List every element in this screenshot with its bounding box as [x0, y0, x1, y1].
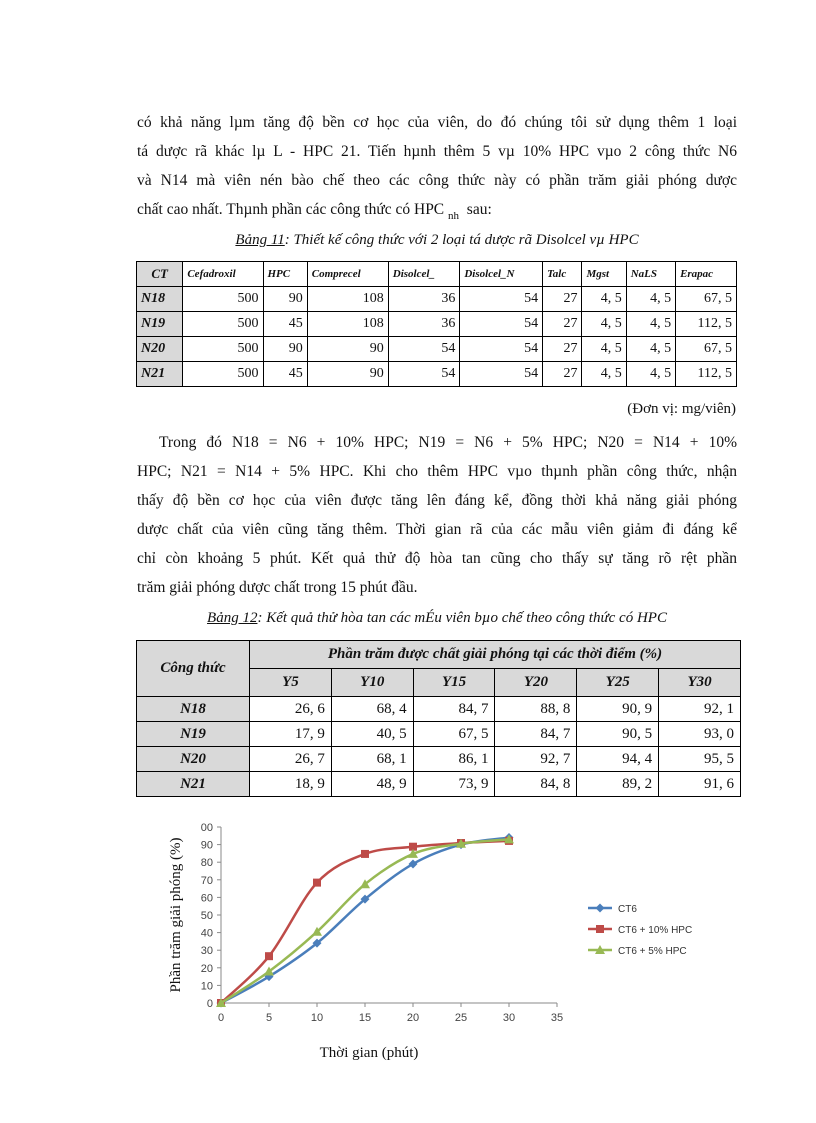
table-row: [137, 722, 741, 747]
table-cell: 90: [263, 287, 307, 312]
row-header: N18: [137, 697, 250, 722]
table11-unit-note: (Đơn vị: mg/viên): [627, 401, 736, 417]
data-point: [265, 952, 273, 960]
paragraph-line: thấy độ bền cơ học của viên được tăng lên đáng kể, đồng thời khả năng giải phóng: [137, 492, 737, 509]
caption-number: Bảng 11: [235, 232, 285, 248]
table-cell: 92, 7: [495, 747, 577, 772]
caption-text: : Kết quả thử hòa tan các mÉu viên bµo chế theo công thức có HPC: [257, 610, 667, 626]
x-tick-label: 0: [217, 1012, 225, 1024]
table-cell: 27: [543, 337, 582, 362]
line-text-end: sau:: [466, 201, 492, 218]
y-tick-label: 50: [200, 910, 213, 922]
paragraph-line: có khả năng lµm tăng độ bền cơ học của viên, do đó chúng tôi sử dụng thêm 1 loại: [137, 114, 737, 131]
column-header: HPC: [263, 262, 307, 287]
table-cell: 67, 5: [676, 287, 737, 312]
table-row: [137, 287, 737, 312]
line-text: chất cao nhất. Thµnh phần các công thức có HPC: [137, 201, 445, 218]
data-point: [313, 879, 321, 887]
paragraph-line: và N14 mà viên nén bào chế theo các công thức này có phần trăm giải phóng dược: [137, 172, 737, 189]
x-tick-label: 10: [310, 1012, 324, 1024]
column-header: Y20: [495, 669, 577, 697]
y-tick-label: 40: [200, 927, 213, 940]
table-row: [137, 772, 741, 797]
x-tick-label: 25: [454, 1012, 468, 1024]
table-cell: 54: [460, 362, 543, 387]
paragraph-results: [137, 428, 737, 602]
table-cell: 67, 5: [676, 337, 737, 362]
table-cell: 92, 1: [659, 697, 741, 722]
table-cell: 95, 5: [659, 747, 741, 772]
legend-marker: [596, 925, 604, 933]
table-cell: 84, 8: [495, 772, 577, 797]
legend-label: CT6: [618, 904, 637, 915]
y-tick-label: 80: [200, 857, 213, 870]
y-tick-label: 20: [200, 962, 213, 975]
paragraph-line: chỉ còn khoảng 5 phút. Kết quả thử độ hòa tan cũng cho thấy sự tăng rõ rệt phần: [137, 550, 737, 567]
table-cell: 500: [183, 362, 263, 387]
table-cell: 93, 0: [659, 722, 741, 747]
table12-caption: [137, 610, 737, 627]
table-header-row: [137, 262, 737, 287]
table-cell: 90: [263, 337, 307, 362]
table-cell: 27: [543, 362, 582, 387]
row-header: N18: [137, 287, 183, 312]
table11-caption: [137, 232, 737, 249]
table-cell: 68, 1: [331, 747, 413, 772]
table-cell: 54: [388, 337, 460, 362]
paragraph-line: Trong đó N18 = N6 + 10% HPC; N19 = N6 + 5% HPC; N20 = N14 + 10%: [159, 434, 737, 451]
column-header: Y15: [413, 669, 495, 697]
table-cell: 36: [388, 287, 460, 312]
data-point: [361, 850, 369, 858]
paragraph-line-last: [137, 195, 737, 224]
row-header: N20: [137, 337, 183, 362]
table-cell: 36: [388, 312, 460, 337]
table-cell: 90, 9: [577, 697, 659, 722]
table-cell: 89, 2: [577, 772, 659, 797]
table-cell: 4, 5: [626, 287, 675, 312]
table-cell: 500: [183, 287, 263, 312]
caption-text: : Thiết kế công thức với 2 loại tá dược rã Disolcel vµ HPC: [284, 232, 639, 248]
table-cell: 108: [307, 287, 388, 312]
column-header: CT: [137, 262, 183, 287]
column-header: Y10: [331, 669, 413, 697]
row-header: N21: [137, 362, 183, 387]
row-header: N21: [137, 772, 250, 797]
table-cell: 17, 9: [250, 722, 332, 747]
column-header: Cefadroxil: [183, 262, 263, 287]
y-tick-label: 00: [200, 822, 213, 834]
table-row: [137, 747, 741, 772]
paragraph-line: tá dược rã khác lµ L - HPC 21. Tiến hµnh thêm 5 vµ 10% HPC vµo 2 công thức N6: [137, 143, 737, 160]
table-row: [137, 312, 737, 337]
table-cell: 90: [307, 337, 388, 362]
column-header: Y25: [577, 669, 659, 697]
table-cell: 90: [307, 362, 388, 387]
table-cell: 18, 9: [250, 772, 332, 797]
table-cell: 67, 5: [413, 722, 495, 747]
table-cell: 84, 7: [413, 697, 495, 722]
subscript-text: nh: [448, 210, 460, 222]
dissolution-line-chart: [160, 810, 720, 1070]
legend-label: CT6 + 10% HPC: [618, 925, 693, 936]
legend-marker: [596, 904, 605, 913]
group-header: Phần trăm được chất giải phóng tại các thời điểm (%): [250, 641, 741, 669]
table-cell: 54: [460, 337, 543, 362]
table-cell: 90, 5: [577, 722, 659, 747]
x-tick-label: 20: [406, 1012, 420, 1024]
y-tick-label: 60: [200, 892, 213, 905]
x-tick-label: 5: [265, 1012, 273, 1024]
table-cell: 26, 7: [250, 747, 332, 772]
table-cell: 94, 4: [577, 747, 659, 772]
table-cell: 4, 5: [582, 337, 626, 362]
table-cell: 4, 5: [626, 312, 675, 337]
column-header: Disolcel_: [388, 262, 460, 287]
column-header: Talc: [543, 262, 582, 287]
table-cell: 84, 7: [495, 722, 577, 747]
table-cell: 54: [460, 312, 543, 337]
column-header: Disolcel_N: [460, 262, 543, 287]
table-cell: 91, 6: [659, 772, 741, 797]
y-tick-label: 10: [200, 980, 213, 993]
y-tick-label: 30: [200, 945, 213, 958]
row-header: N20: [137, 747, 250, 772]
row-header: N19: [137, 312, 183, 337]
table-cell: 54: [388, 362, 460, 387]
table-cell: 4, 5: [626, 337, 675, 362]
table-cell: 27: [543, 287, 582, 312]
table-cell: 27: [543, 312, 582, 337]
column-header: NaLS: [626, 262, 675, 287]
x-tick-label: 30: [502, 1012, 516, 1024]
table-cell: 500: [183, 337, 263, 362]
column-header: Mgst: [582, 262, 626, 287]
column-header: Y30: [659, 669, 741, 697]
table-cell: 73, 9: [413, 772, 495, 797]
table-header-row: [137, 641, 741, 669]
y-tick-label: 0: [206, 998, 213, 1010]
y-axis-label: Phần trăm giải phóng (%): [168, 837, 184, 993]
paragraph-intro: [137, 108, 737, 224]
caption-number: Bảng 12: [207, 610, 258, 626]
dissolution-table: [136, 640, 741, 797]
paragraph-line: HPC; N21 = N14 + 5% HPC. Khi cho thêm HPC vµo thµnh phần công thức, nhận: [137, 463, 737, 480]
x-tick-label: 15: [358, 1012, 372, 1024]
series-line-0: [221, 838, 509, 1003]
table-cell: 112, 5: [676, 362, 737, 387]
table-cell: 54: [460, 287, 543, 312]
table-cell: 48, 9: [331, 772, 413, 797]
table-cell: 68, 4: [331, 697, 413, 722]
row-header: N19: [137, 722, 250, 747]
legend-label: CT6 + 5% HPC: [618, 946, 687, 957]
table-cell: 4, 5: [582, 312, 626, 337]
x-axis-label: Thời gian (phút): [319, 1045, 419, 1061]
table-cell: 4, 5: [582, 287, 626, 312]
table-cell: 108: [307, 312, 388, 337]
table-row: [137, 337, 737, 362]
formulation-table: [136, 261, 737, 387]
table-row: [137, 697, 741, 722]
column-header: Comprecel: [307, 262, 388, 287]
table-row: [137, 362, 737, 387]
corner-header: Công thức: [137, 641, 250, 697]
paragraph-line: dược chất của viên cũng tăng thêm. Thời gian rã của các mẫu viên giảm đi đáng kể: [137, 521, 737, 538]
table-cell: 88, 8: [495, 697, 577, 722]
column-header: Y5: [250, 669, 332, 697]
table-cell: 112, 5: [676, 312, 737, 337]
table-cell: 45: [263, 312, 307, 337]
column-header: Erapac: [676, 262, 737, 287]
paragraph-line-last: trăm giải phóng dược chất trong 15 phút đầu.: [137, 579, 418, 596]
x-tick-label: 35: [550, 1012, 564, 1024]
table-cell: 4, 5: [582, 362, 626, 387]
table-cell: 86, 1: [413, 747, 495, 772]
table-cell: 26, 6: [250, 697, 332, 722]
table-cell: 4, 5: [626, 362, 675, 387]
table-cell: 40, 5: [331, 722, 413, 747]
y-tick-label: 90: [200, 839, 213, 852]
y-tick-label: 70: [200, 874, 213, 887]
table-cell: 45: [263, 362, 307, 387]
table-cell: 500: [183, 312, 263, 337]
